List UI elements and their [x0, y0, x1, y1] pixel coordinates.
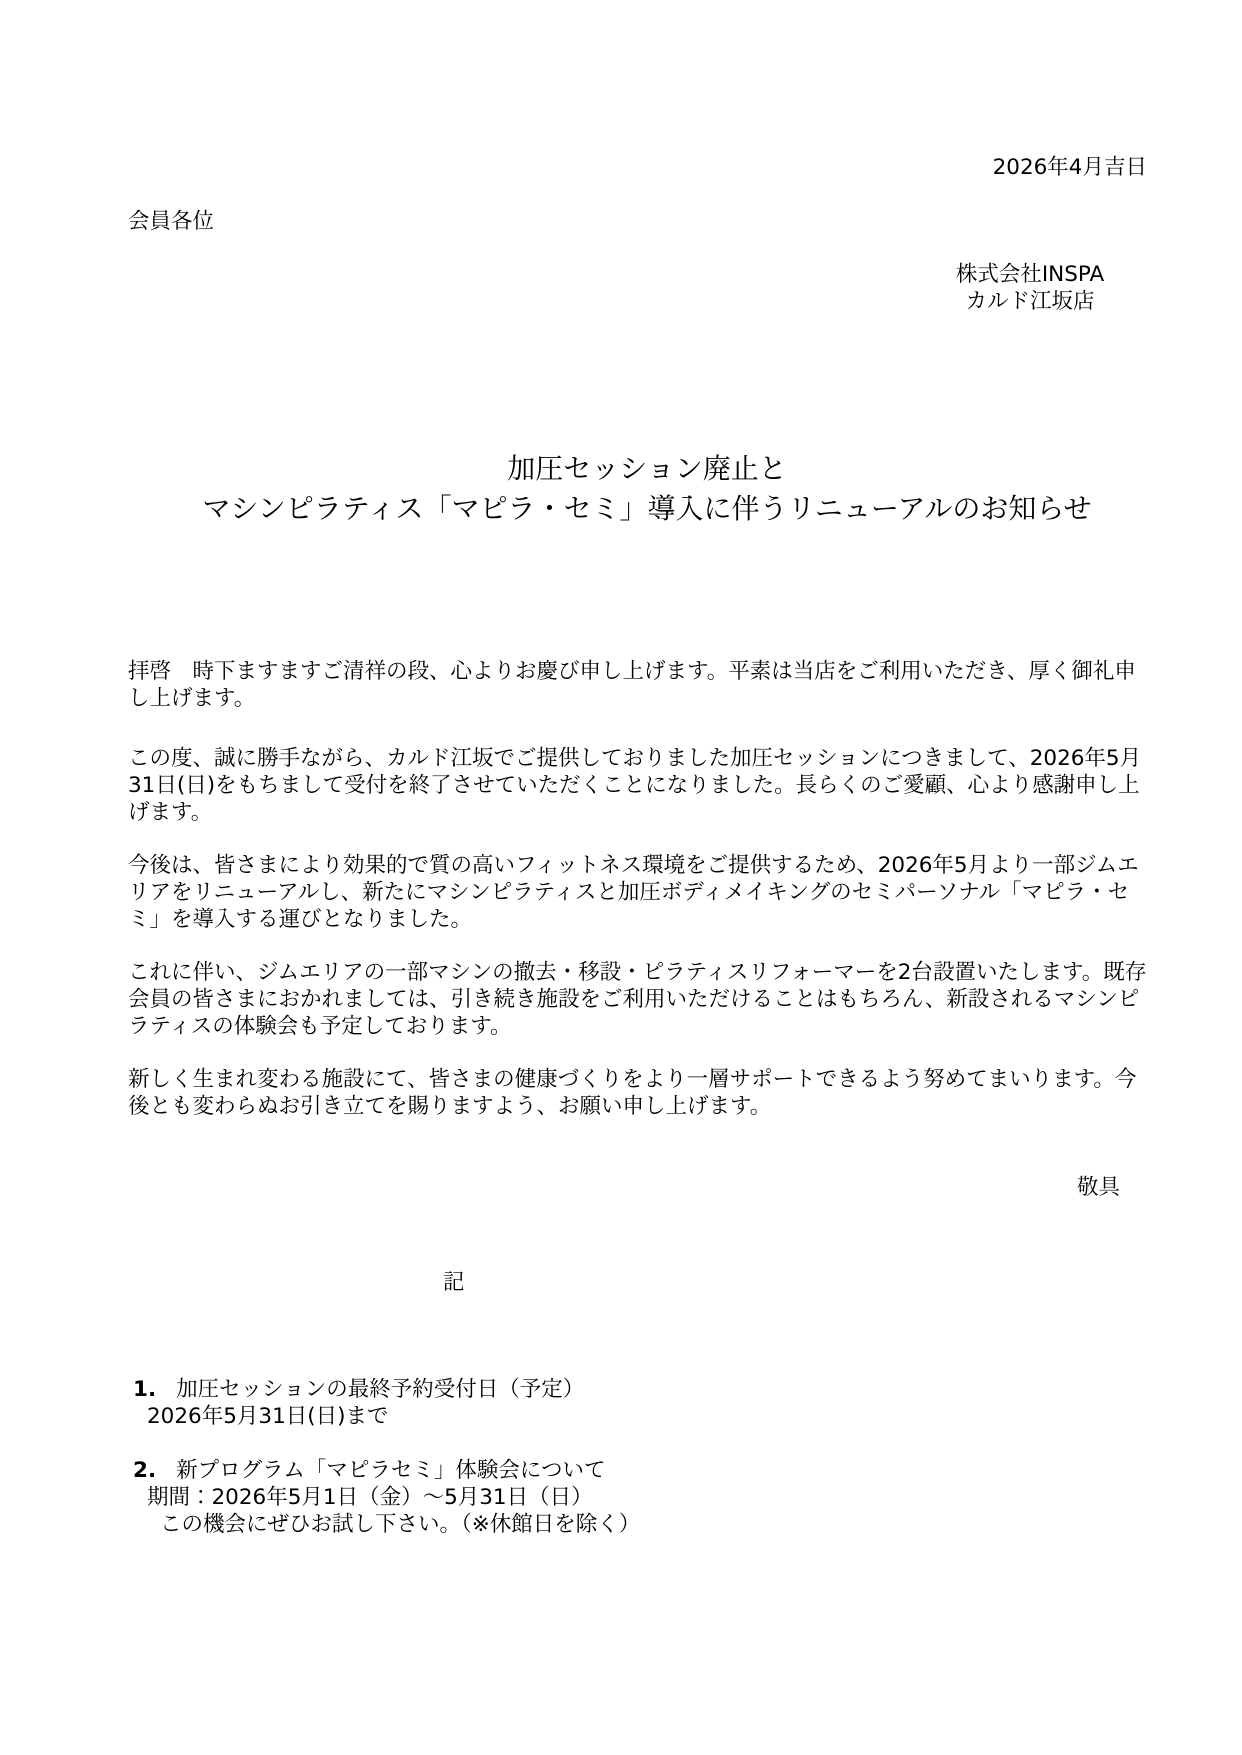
list-item-1-detail: 2026年5月31日(日)まで [147, 1404, 389, 1429]
list-item-2-detail-period: 期間：2026年5月1日（金）～5月31日（日） [147, 1485, 593, 1510]
list-item-1-number: 1. [133, 1377, 157, 1402]
document-title-line1: 加圧セッション廃止と [507, 452, 787, 485]
sender-block [900, 261, 1160, 315]
list-item-2-heading: 新プログラム「マピラセミ」体験会について [176, 1458, 606, 1483]
sender-branch: カルド江坂店 [965, 289, 1095, 314]
list-item-2 [133, 1457, 606, 1484]
body-paragraph-greeting: 拝啓 時下ますますご清祥の段、心よりお慶び申し上げます。平素は当店をご利用いただき、厚く御礼申し上げます。 [128, 659, 1136, 711]
list-item-1 [133, 1376, 584, 1403]
list-item-2-number: 2. [133, 1458, 157, 1483]
closing-keigu: 敬具 [1076, 1175, 1120, 1200]
record-marker-ki: 記 [443, 1270, 465, 1295]
list-item-2-detail-note: この機会にぜひお試し下さい。（※休館日を除く） [160, 1512, 641, 1537]
body-paragraph-equipment: これに伴い、ジムエリアの一部マシンの撤去・移設・ピラティスリフォーマーを2台設置いたします。既存会員の皆さまにおかれましては、引き続き施設をご利用いただけることはもちろん、新設されるマシンピラティスの体験会も予定しております。 [128, 960, 1147, 1039]
document-title-line2: マシンピラティス「マピラ・セミ」導入に伴うリニューアルのお知らせ [202, 492, 1092, 525]
body-paragraph-termination: この度、誠に勝手ながら、カルド江坂でご提供しておりました加圧セッションにつきまして、2026年5月31日(日)をもちまして受付を終了させていただくことになりました。長らくのご愛顧、心より感謝申し上げます。 [128, 746, 1142, 825]
sender-company: 株式会社INSPA [955, 262, 1105, 287]
document-title [26, 449, 1242, 529]
list-item-1-heading: 加圧セッションの最終予約受付日（予定） [176, 1377, 585, 1402]
body-paragraph-renewal: 今後は、皆さまにより効果的で質の高いフィットネス環境をご提供するため、2026年5月より一部ジムエリアをリニューアルし、新たにマシンピラティスと加圧ボディメイキングのセミパーソナル「マピラ・セミ」を導入する運びとなりました。 [128, 853, 1139, 932]
recipient-line: 会員各位 [128, 209, 215, 234]
body-paragraph-closing-remarks: 新しく生まれ変わる施設にて、皆さまの健康づくりをより一層サポートできるよう努めてまいります。今後とも変わらぬお引き立てを賜りますよう、お願い申し上げます。 [128, 1067, 1137, 1119]
document-date: 2026年4月吉日 [992, 155, 1147, 180]
